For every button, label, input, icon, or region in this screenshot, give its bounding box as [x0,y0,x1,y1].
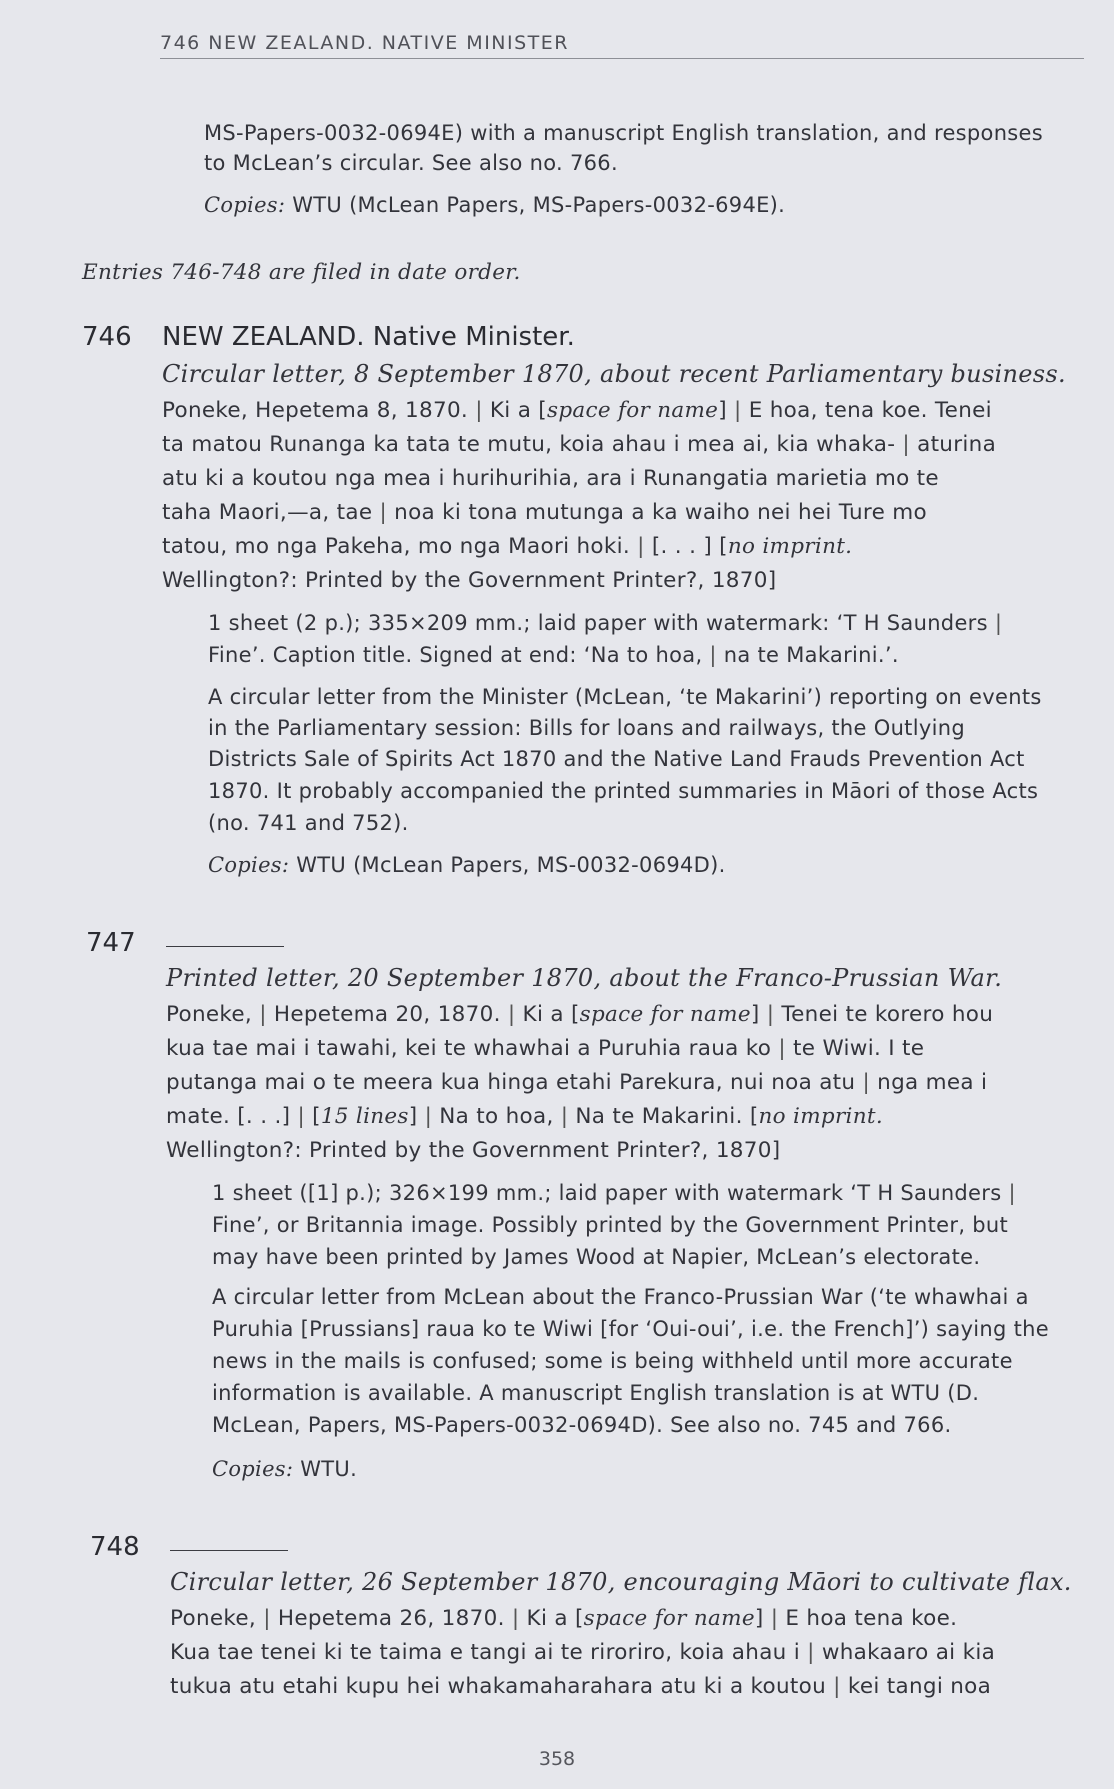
text-span: E hoa tena koe. [778,1606,958,1631]
text-span: Ki a [ [482,398,547,423]
text-span: tukua atu etahi kupu hei whakamaharahara atu ki a koutou [170,1674,834,1699]
editorial-italic: no imprint. [727,534,853,559]
line-break-mark: | [259,1002,267,1027]
text-span: noa ki tona mutunga a ka waiho nei hei Ture mo [387,500,927,525]
entry-number-747: 747 [86,928,136,958]
note-line-4: information is available. A manuscript English translation is at WTU (D. [212,1381,980,1405]
text-span: 1 sheet (2 p.); 335×209 mm.; laid paper with watermark: ‘T H Saunders [208,611,995,635]
physical-description-line-2 [208,640,899,672]
line-break-mark: | [807,1640,815,1665]
running-head: 746 NEW ZEALAND. NATIVE MINISTER [160,32,1084,59]
text-span: aturina [909,432,997,457]
text-span: taha Maori,—a, tae [162,500,380,525]
copies-label: Copies: [212,1457,294,1481]
prev-entry-line-1: MS-Papers-0032-0694E) with a manuscript English translation, and responses [204,121,1044,145]
line-break-mark: | [560,1104,569,1129]
line-break-mark: | [994,611,1003,635]
text-span: ta matou Runanga ka tata te mutu, koia ahau i mea ai, kia whaka- [162,432,903,457]
transcription-line-2 [170,1636,995,1669]
text-span: nga mea i [870,1070,988,1095]
line-break-mark: | [902,432,910,457]
transcription-line-3 [166,1066,987,1099]
copies-text: WTU (McLean Papers, MS-Papers-0032-694E). [285,193,786,217]
note-line-5: McLean, Papers, MS-Papers-0032-0694D). See also no. 745 and 766. [212,1413,952,1437]
line-break-mark: | [424,1104,433,1129]
text-span: Na to hoa, [432,1104,561,1129]
physical-description-line-1 [208,608,1002,640]
text-span: putanga mai o te meera kua hinga etahi Parekura, nui noa atu [166,1070,863,1095]
text-span: mate. [. . .] [166,1104,298,1129]
line-break-mark: | [637,534,645,559]
editorial-italic: space for name [547,398,719,423]
text-span: Hepetema 26, 1870. [270,1606,512,1631]
filing-note: Entries 746-748 are filed in date order. [82,260,521,285]
editorial-italic: space for name [579,1002,751,1027]
transcription-line-5 [162,530,852,563]
transcription-line-4 [162,496,927,529]
text-span: 1 sheet ([1] p.); 326×199 mm.; laid paper with watermark ‘T H Saunders [212,1181,1009,1205]
imprint-line: Wellington?: Printed by the Government Printer?, 1870] [162,568,777,593]
line-break-mark: | [770,1606,779,1631]
text-span: Ki a [ [519,1606,584,1631]
text-span: Fine’. Caption title. Signed at end: ‘Na to hoa, [208,643,710,667]
note-line-4: 1870. It probably accompanied the printed summaries in Māori of those Acts [208,779,1039,803]
text-span: ] [408,1104,425,1129]
line-break-mark: | [778,1036,786,1061]
physical-description-line-2: Fine’, or Britannia image. Possibly printed by the Government Printer, but [212,1213,1009,1237]
transcription-line-1 [162,394,992,427]
copies-line [208,850,726,882]
imprint-line: Wellington?: Printed by the Government Printer?, 1870] [166,1138,781,1163]
copies-text: WTU (McLean Papers, MS-0032-0694D). [289,853,726,877]
text-span: whakaaro ai kia [814,1640,996,1665]
line-break-mark: | [734,398,742,423]
transcription-line-4 [166,1100,883,1133]
line-break-mark: | [475,398,483,423]
note-line-5: (no. 741 and 752). [208,811,409,835]
text-span: Na te Makarini. [ [568,1104,759,1129]
text-span: ] [750,1002,767,1027]
text-span: Poneke, Hepetema 8, 1870. [162,398,476,423]
note-line-3: Districts Sale of Spirits Act 1870 and the Native Land Frauds Prevention Act [208,747,1025,771]
text-span: [. . . ] [ [644,534,728,559]
text-span: Hepetema 20, 1870. [266,1002,508,1027]
text-span: [ [304,1104,321,1129]
text-span: Poneke, [170,1606,264,1631]
line-break-mark: | [297,1104,305,1129]
text-span: E hoa, tena koe. Tenei [741,398,992,423]
physical-description-line-3: may have been printed by James Wood at Napier, McLean’s electorate. [212,1245,981,1269]
transcription-line-1 [166,998,993,1031]
text-span: ] [754,1606,771,1631]
copies-text: WTU. [293,1457,358,1481]
note-line-3: news in the mails is confused; some is being withheld until more accurate [212,1349,1013,1373]
line-break-mark: | [379,500,388,525]
entry-caption: Circular letter, 26 September 1870, encouraging Māori to cultivate flax. [170,1568,1072,1596]
entry-heading [162,322,575,352]
heading-text: NEW ZEALAND. Native Minister [162,322,567,352]
line-break-mark: | [511,1606,520,1631]
text-span: ] [718,398,735,423]
copies-label: Copies: [204,193,286,217]
note-line-2: Puruhia [Prussians] raua ko te Wiwi [for ‘Oui-oui’, i.e. the French]’) saying the [212,1317,1050,1341]
transcription-line-1 [170,1602,957,1635]
transcription-line-3 [170,1670,991,1703]
entry-caption: Circular letter, 8 September 1870, about recent Parliamentary business. [162,360,1066,388]
note-line-1: A circular letter from the Minister (McLean, ‘te Makarini’) reporting on events [208,685,1042,709]
line-break-mark: | [862,1070,871,1095]
line-break-mark: | [263,1606,271,1631]
editorial-italic: no imprint. [758,1104,883,1129]
transcription-line-3: atu ki a koutou nga mea i hurihurihia, ara i Runangatia marietia mo te [162,466,939,491]
text-span: Ki a [ [515,1002,580,1027]
physical-description-line-1 [212,1178,1016,1210]
text-span: na te Makarini.’. [716,643,899,667]
copies-label: Copies: [208,853,290,877]
prev-entry-copies [204,190,785,222]
line-break-mark: | [833,1674,841,1699]
editorial-italic: 15 lines [320,1104,409,1129]
copies-line [212,1454,357,1486]
line-break-mark: | [507,1002,516,1027]
line-break-mark: | [1008,1181,1016,1205]
text-span: Kua tae tenei ki te taima e tangi ai te riroriro, koia ahau i [170,1640,808,1665]
text-span: kua tae mai i tawahi, kei te whawhai a Puruhia raua ko [166,1036,779,1061]
text-span: Tenei te korero hou [774,1002,994,1027]
text-span: te Wiwi. I te [785,1036,925,1061]
transcription-line-2 [166,1032,924,1065]
entry-caption: Printed letter, 20 September 1870, about the Franco-Prussian War. [166,964,1003,992]
note-line-2: in the Parliamentary session: Bills for loans and railways, the Outlying [208,716,965,740]
editorial-italic: space for name [583,1606,755,1631]
text-span: tatou, mo nga Pakeha, mo nga Maori hoki. [162,534,638,559]
line-break-mark: | [766,1002,775,1027]
repeated-heading-dash [166,946,284,947]
text-span: Poneke, [166,1002,260,1027]
text-span: kei tangi noa [840,1674,992,1699]
repeated-heading-dash [170,1550,288,1551]
transcription-line-2 [162,428,996,461]
heading-end: . [566,322,575,352]
page-number: 358 [538,1748,576,1770]
note-line-1: A circular letter from McLean about the Franco-Prussian War (‘te whawhai a [212,1285,1029,1309]
prev-entry-line-2: to McLean’s circular. See also no. 766. [204,151,618,175]
entry-number-746: 746 [82,322,132,352]
line-break-mark: | [709,643,717,667]
entry-number-748: 748 [90,1532,140,1562]
